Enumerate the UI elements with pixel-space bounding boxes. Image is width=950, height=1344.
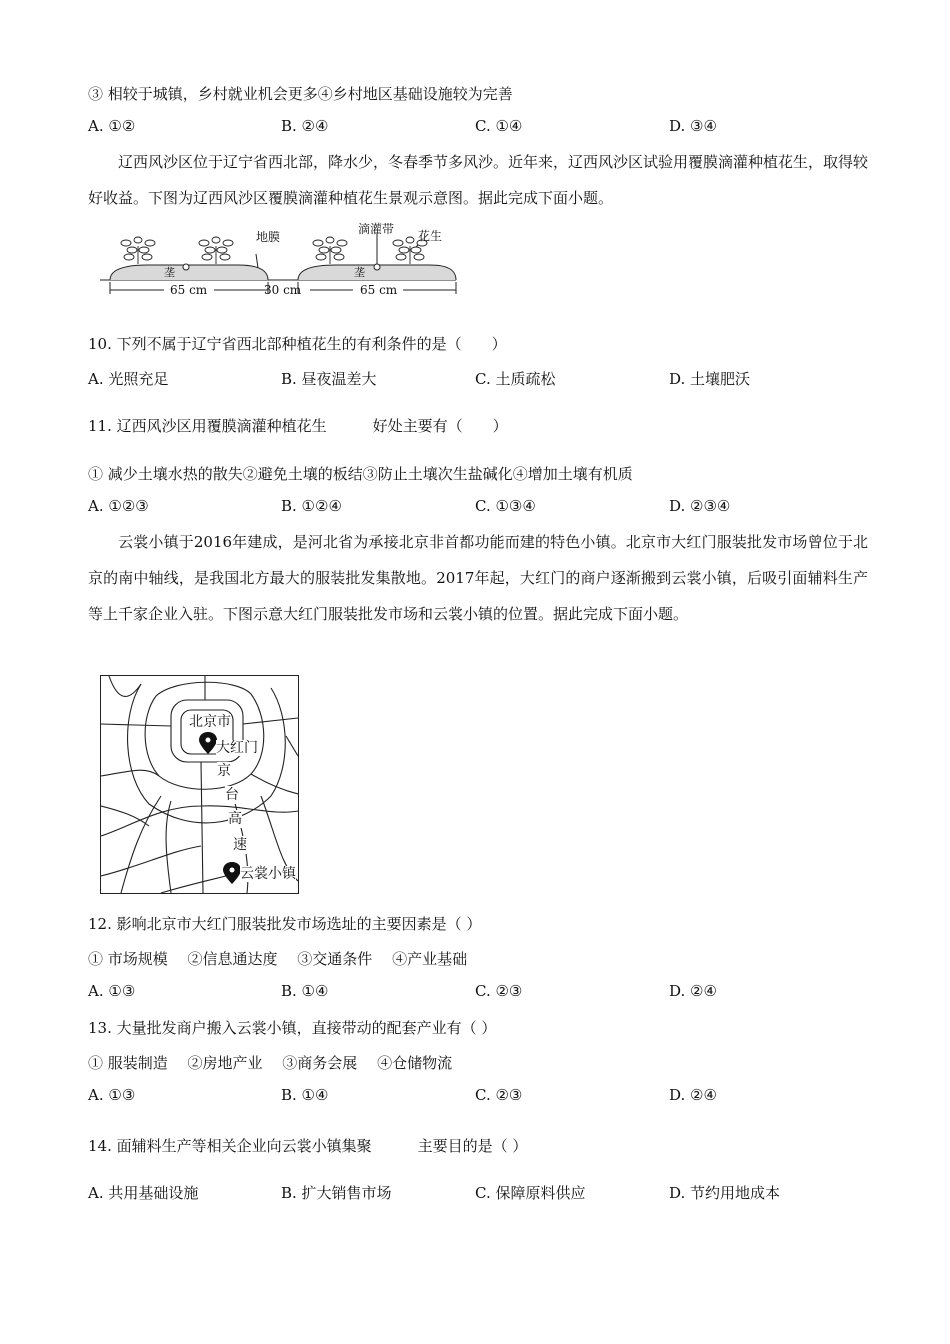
q9-option-b[interactable]: B. ②④ [281,117,329,135]
q14-stem [88,1135,527,1156]
q12-option-c[interactable]: C. ②③ [475,982,523,1000]
q10-options [88,368,888,390]
passage-liaoxi [88,144,868,216]
yunshang-pin-icon [223,862,241,884]
q14-option-a[interactable]: A. 共用基础设施 [88,1184,199,1202]
yunshang-label: 云裳小镇 [240,866,296,882]
gap-label: 30 cm [264,283,302,297]
q14-option-d[interactable]: D. 节约用地成本 [669,1184,781,1202]
q10-option-b[interactable]: B. 昼夜温差大 [281,370,377,388]
q13-option-a[interactable]: A. ①③ [88,1086,136,1104]
drip-tape-label: 滴灌带 [358,222,395,236]
q10-stem: 10. 下列不属于辽宁省西北部种植花生的有利条件的是（ ） [88,335,507,353]
beijing-label: 北京市 [189,714,231,730]
q13-option-d[interactable]: D. ②④ [669,1086,717,1104]
q9-option-a[interactable]: A. ①② [88,117,136,135]
highway-char-4: 速 [233,837,247,853]
q13-options [88,1086,888,1108]
q11-statement: ① 减少土壤水热的散失②避免土壤的板结③防止土壤次生盐碱化④增加土壤有机质 [88,465,633,483]
q12-statement: ① 市场规模 ②信息通达度 ③交通条件 ④产业基础 [88,950,468,968]
film-label: 地膜 [256,230,281,244]
figure-drip-irrigation [98,218,458,302]
ridge-left-label: 垄 [164,266,175,279]
q11-options [88,497,888,519]
q13-stem: 13. 大量批发商户搬入云裳小镇，直接带动的配套产业有（ ） [88,1019,497,1037]
q12-option-b[interactable]: B. ①④ [281,982,329,1000]
dahongmen-pin-icon [199,732,217,754]
highway-char-2: 台 [225,787,239,803]
dahongmen-label: 大红门 [216,740,258,756]
highway-char-1: 京 [217,763,231,779]
q14-stem-part-a: 14. 面辅料生产等相关企业向云裳小镇集聚 [88,1137,372,1155]
q14-stem-part-b: 主要目的是（ ） [417,1137,528,1155]
passage-yunshang-text: 云裳小镇于2016年建成，是河北省为承接北京非首都功能而建的特色小镇。北京市大红门服装批发市场曾位于北京的南中轴线，是我国北方最大的服装批发集散地。2017年起，大红门的商户逐渐搬到云裳小镇，后吸引面辅料生产等上千家企业入驻。下图示意大红门服装批发市场和云裳小镇的位置。据此完成下面小题。 [88,533,868,623]
q11-option-a[interactable]: A. ①②③ [88,497,149,515]
q11-stem [88,415,508,436]
width-left-label: 65 cm [170,283,208,297]
q14-options [88,1182,888,1204]
q12-option-d[interactable]: D. ②④ [669,982,717,1000]
q11-stem-part-a: 11. 辽西风沙区用覆膜滴灌种植花生 [88,417,327,435]
width-right-label: 65 cm [360,283,398,297]
q9-option-d[interactable]: D. ③④ [669,117,717,135]
q11-option-d[interactable]: D. ②③④ [669,497,731,515]
q13-option-c[interactable]: C. ②③ [475,1086,523,1104]
q11-option-c[interactable]: C. ①③④ [475,497,536,515]
q9-option-c[interactable]: C. ①④ [475,117,523,135]
passage-yunshang [88,524,868,632]
q11-stem-part-b: 好处主要有（ ） [372,417,508,435]
q10-option-a[interactable]: A. 光照充足 [88,370,169,388]
highway-char-3: 高 [228,811,242,827]
road-network [101,676,298,893]
passage-liaoxi-text: 辽西风沙区位于辽宁省西北部，降水少，冬春季节多风沙。近年来，辽西风沙区试验用覆膜滴灌种植花生，取得较好收益。下图为辽西风沙区覆膜滴灌种植花生景观示意图。据此完成下面小题。 [88,153,869,207]
q10-option-c[interactable]: C. 土质疏松 [475,370,556,388]
q12-option-a[interactable]: A. ①③ [88,982,136,1000]
q11-option-b[interactable]: B. ①②④ [281,497,342,515]
ridge-right-label: 垄 [354,266,365,279]
q9-options [88,117,888,139]
q14-option-c[interactable]: C. 保障原料供应 [475,1184,586,1202]
q12-stem: 12. 影响北京市大红门服装批发市场选址的主要因素是（ ） [88,915,482,933]
peanut-label: 花生 [418,229,443,243]
q14-option-b[interactable]: B. 扩大销售市场 [281,1184,392,1202]
q13-statement: ① 服装制造 ②房地产业 ③商务会展 ④仓储物流 [88,1054,453,1072]
q9-statement: ③ 相较于城镇，乡村就业机会更多④乡村地区基础设施较为完善 [88,85,513,103]
q10-option-d[interactable]: D. 土壤肥沃 [669,370,751,388]
q12-options [88,982,888,1004]
location-map [100,675,299,894]
q13-option-b[interactable]: B. ①④ [281,1086,329,1104]
